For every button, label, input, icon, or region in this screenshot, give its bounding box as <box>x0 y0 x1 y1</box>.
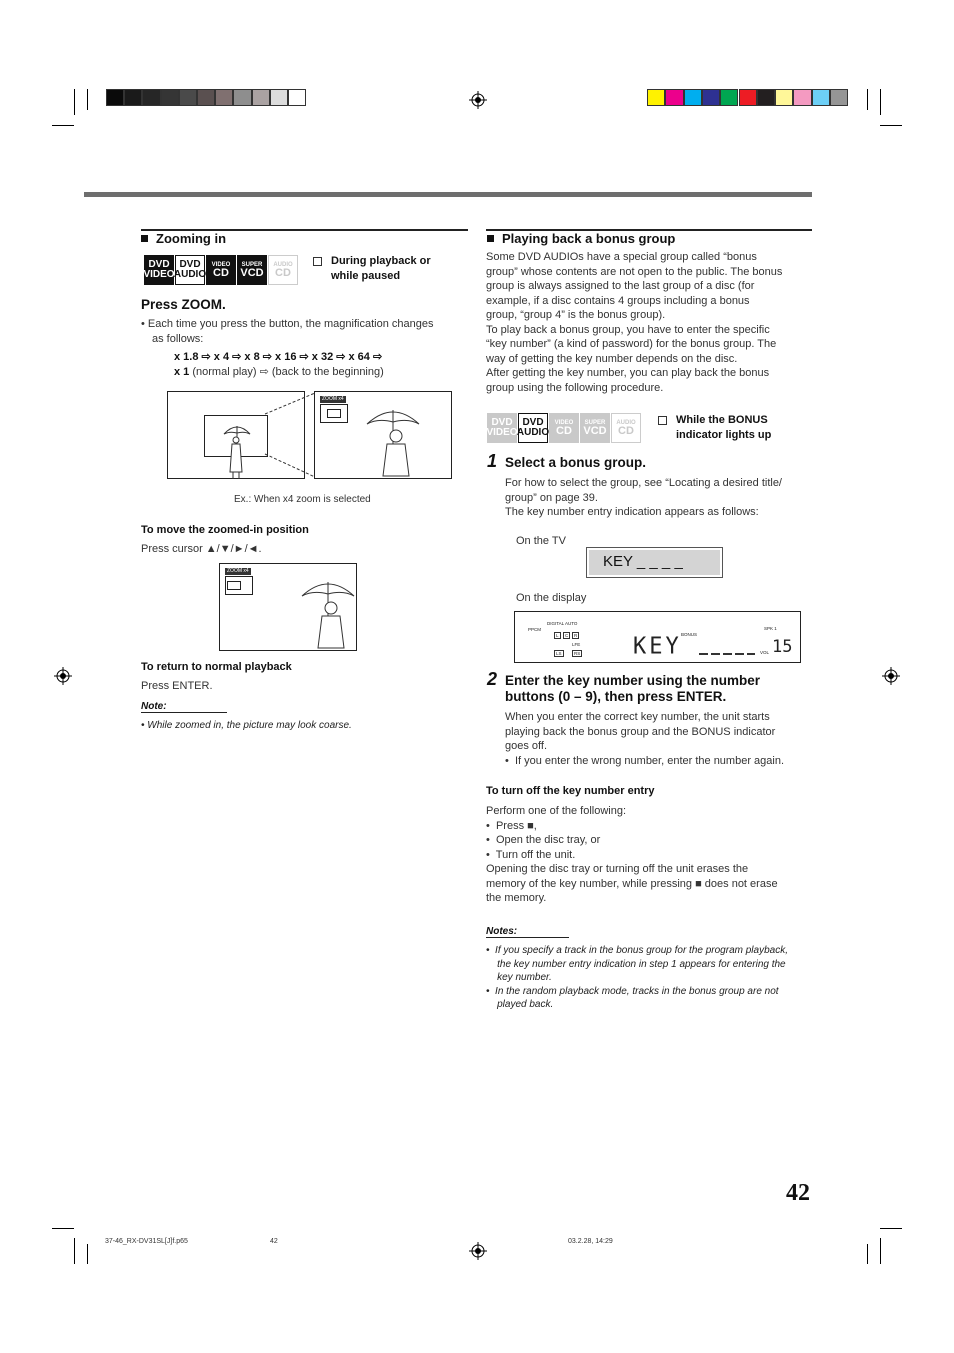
crop-mark <box>52 125 74 126</box>
text-line: Opening the disc tray or turning off the unit erases the <box>486 863 749 875</box>
text-line: The key number entry indication appears as follows: <box>505 506 759 518</box>
press-zoom-instruction: Press ZOOM. <box>141 297 226 312</box>
tv-screen-zoomed <box>314 391 452 479</box>
text-line: the memory. <box>486 892 547 904</box>
step-1-title: Select a bonus group. <box>505 455 647 470</box>
zoom-tag: ZOOM x4 <box>227 568 249 574</box>
umbrella-figure-zoomed-illustration <box>363 406 423 480</box>
step-1-text <box>505 476 782 520</box>
crop-mark <box>74 1238 75 1264</box>
front-panel-display <box>514 611 801 663</box>
text-line: • Press ■, <box>486 819 537 832</box>
crop-mark <box>867 89 868 110</box>
on-tv-label: On the TV <box>516 535 566 547</box>
umbrella-figure-illustration <box>222 424 252 480</box>
color-swatch <box>197 89 215 106</box>
text-line: memory of the key number, while pressing ■ does not erase <box>486 877 778 890</box>
text-line: Perform one of the following: <box>486 805 627 817</box>
text-line: group is always assigned to the last group of a disc (for <box>486 280 755 292</box>
crop-mark <box>880 89 881 115</box>
zoom-position-box <box>225 576 253 595</box>
dvd-audio-badge: DVD AUDIO <box>518 413 548 443</box>
registration-mark-icon <box>54 667 72 685</box>
color-swatch <box>270 89 288 106</box>
channel-l: L <box>556 633 559 638</box>
move-position-heading: To move the zoomed-in position <box>141 524 309 536</box>
ppcm-indicator: PPCM <box>528 627 542 632</box>
turn-off-heading: To turn off the key number entry <box>486 785 655 797</box>
crop-mark <box>867 1244 868 1264</box>
text-line: After getting the key number, you can play back the bonus <box>486 367 770 379</box>
notes-title: Notes: <box>486 926 569 938</box>
channel-lfe: LFE <box>572 642 581 647</box>
crop-mark <box>880 1238 881 1264</box>
section-heading-zoom: Zooming in <box>141 231 226 246</box>
disc-badges-bonus <box>487 413 641 443</box>
dvd-audio-badge: DVD AUDIO <box>175 255 205 285</box>
channel-r: R <box>574 633 578 638</box>
audio-cd-badge: AUDIO CD <box>268 255 298 285</box>
text-line: • If you enter the wrong number, enter the number again. <box>505 754 785 767</box>
color-swatch <box>793 89 811 106</box>
footer-file: 37-46_RX-DV31SL[J]f.p65 <box>105 1238 188 1245</box>
color-swatch <box>252 89 270 106</box>
segment-volume-number: 15 <box>772 637 793 657</box>
color-swatch <box>288 89 306 106</box>
step-2-text <box>505 710 784 768</box>
umbrella-figure-zoomed-illustration <box>298 578 358 652</box>
note-title: Note: <box>141 701 227 713</box>
color-swatch <box>647 89 665 106</box>
registration-mark-icon <box>882 667 900 685</box>
segment-dashes <box>699 653 755 655</box>
notes-text <box>486 944 788 1012</box>
zoom-description: • Each time you press the button, the magnification changes as follows: <box>141 318 434 345</box>
text-line: example, if a disc contains 4 groups including a bonus <box>486 294 750 307</box>
text-line: When you enter the correct key number, the unit starts <box>505 711 770 723</box>
color-swatch <box>233 89 251 106</box>
footer-page: 42 <box>270 1238 278 1245</box>
crop-mark <box>52 1228 74 1229</box>
registration-mark-icon <box>469 91 487 109</box>
bonus-intro-text <box>486 250 782 395</box>
crop-mark <box>74 89 75 115</box>
color-swatch <box>179 89 197 106</box>
vol-indicator: VOL <box>760 650 770 655</box>
video-cd-badge: VIDEO CD <box>206 255 236 285</box>
text-line: Some DVD AUDIOs have a special group called “bonus <box>486 251 757 263</box>
step-2-title: Enter the key number using the number buttons (0 – 9), then press ENTER. <box>505 673 761 704</box>
step-number-1: 1 <box>487 451 498 471</box>
color-swatch <box>812 89 830 106</box>
header-rule <box>84 192 812 197</box>
channel-ls: LS <box>556 651 562 656</box>
text-line: way of getting the key number depends on the disc. <box>486 352 738 365</box>
color-swatch <box>684 89 702 106</box>
color-swatch <box>702 89 720 106</box>
zoom-tag: ZOOM x4 <box>322 396 344 402</box>
spk-indicator: SPK 1 <box>764 626 777 631</box>
playback-condition: During playback or while paused <box>331 254 431 284</box>
checkbox-square-icon <box>658 416 667 425</box>
on-display-label: On the display <box>516 592 587 604</box>
color-swatch <box>215 89 233 106</box>
bullet-square-icon <box>141 235 148 242</box>
text-line: played back. <box>486 999 554 1010</box>
figure-caption: Ex.: When x4 zoom is selected <box>234 494 371 505</box>
color-swatch <box>142 89 160 106</box>
color-swatch <box>106 89 124 106</box>
color-swatch <box>161 89 179 106</box>
text-line: To play back a bonus group, you have to enter the specific <box>486 323 770 336</box>
key-entry-text: KEY _ _ _ _ <box>603 553 683 570</box>
text-line: “key number” (a kind of password) for the bonus group. The <box>486 338 777 350</box>
text-line: group” on page 39. <box>505 491 598 504</box>
super-vcd-badge: SUPER VCD <box>237 255 267 285</box>
move-position-text: Press cursor ▲/▼/►/◄. <box>141 543 262 555</box>
footer-date: 03.2.28, 14:29 <box>568 1238 613 1245</box>
segment-key-text: KEY <box>633 633 682 660</box>
dvd-video-badge: DVD VIDEO <box>144 255 174 285</box>
text-line: key number. <box>486 972 552 983</box>
color-swatch <box>830 89 848 106</box>
text-line: • Open the disc tray, or <box>486 834 601 846</box>
crop-mark <box>87 1244 88 1264</box>
audio-cd-badge: AUDIO CD <box>611 413 641 443</box>
text-line: group” whose contents are not open to the public. The bonus <box>486 265 783 278</box>
step-number-2: 2 <box>487 669 498 689</box>
registration-mark-icon <box>469 1242 487 1260</box>
return-normal-heading: To return to normal playback <box>141 661 292 673</box>
text-line: • In the random playback mode, tracks in the bonus group are not <box>486 985 779 997</box>
color-swatch <box>124 89 142 106</box>
note-text: • While zoomed in, the picture may look coarse. <box>141 720 352 731</box>
crop-mark <box>880 1228 902 1229</box>
super-vcd-badge: SUPER VCD <box>580 413 610 443</box>
color-swatch <box>739 89 757 106</box>
digital-auto-indicator: DIGITAL AUTO <box>547 621 578 626</box>
zoom-position-box <box>320 404 348 423</box>
text-line: the key number entry indication in step 1 appears for entering the <box>486 958 786 970</box>
bullet-square-icon <box>487 235 494 242</box>
video-cd-badge: VIDEO CD <box>549 413 579 443</box>
tv-screen-move <box>219 563 357 651</box>
color-swatch <box>720 89 738 106</box>
section-heading-bonus: Playing back a bonus group <box>487 231 675 246</box>
color-swatch <box>757 89 775 106</box>
text-line: • If you specify a track in the bonus group for the program playback, <box>486 945 788 956</box>
bonus-indicator: BONUS <box>681 632 698 637</box>
color-swatch <box>775 89 793 106</box>
text-line: For how to select the group, see “Locating a desired title/ <box>505 477 782 489</box>
text-line: playing back the bonus group and the BONUS indicator <box>505 725 776 738</box>
text-line: group, “group 4” is the bonus group). <box>486 309 666 321</box>
turn-off-text <box>486 804 778 906</box>
crop-mark <box>880 125 902 126</box>
text-line: • Turn off the unit. <box>486 848 576 861</box>
zoom-sequence: x 1.8 ⇨ x 4 ⇨ x 8 ⇨ x 16 ⇨ x 32 ⇨ x 64 ⇨ x 1 (normal play) ⇨ (back to the beginning) <box>174 351 384 378</box>
channel-rs: RS <box>574 651 581 656</box>
return-normal-text: Press ENTER. <box>141 680 213 692</box>
bonus-condition: While the BONUS indicator lights up <box>676 413 771 443</box>
crop-mark <box>87 89 88 110</box>
text-line: goes off. <box>505 740 547 752</box>
page-number: 42 <box>786 1180 810 1206</box>
channel-c: C <box>565 633 569 638</box>
color-swatch <box>665 89 683 106</box>
disc-badges-zoom <box>144 255 298 285</box>
text-line: group using the following procedure. <box>486 381 664 394</box>
checkbox-square-icon <box>313 257 322 266</box>
key-entry-screen <box>586 547 723 578</box>
zoom-projection-lines <box>260 391 320 481</box>
dvd-video-badge: DVD VIDEO <box>487 413 517 443</box>
